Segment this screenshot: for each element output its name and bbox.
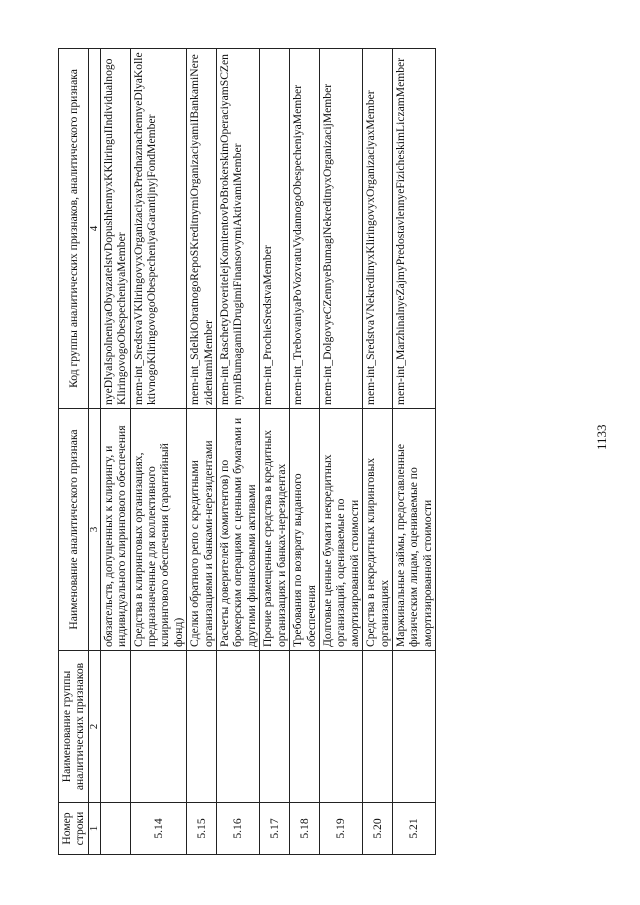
row-number: 5.17 bbox=[260, 803, 290, 855]
column-index: 4 bbox=[88, 49, 100, 409]
feature-code: mem-int_TrebovaniyaPoVozvratuVydannogoObespecheniyaMember bbox=[290, 49, 320, 409]
header-row bbox=[59, 49, 89, 855]
feature-name: Средства в клиринговых организациях, предназначенные для коллективного клирингового обеспечения (гарантийный фонд) bbox=[130, 409, 187, 651]
row-number bbox=[100, 803, 130, 855]
feature-name: Расчеты доверителей (комитентов) по брокерским операциям с ценными бумагами и другими финансовыми активами bbox=[217, 409, 260, 651]
group-name bbox=[260, 651, 290, 803]
feature-code: mem-int_SredstvaVNekreditnyxKliringovyxOrganizaciyaxMember bbox=[363, 49, 393, 409]
column-index: 1 bbox=[88, 803, 100, 855]
table-row bbox=[187, 49, 217, 855]
column-index: 2 bbox=[88, 651, 100, 803]
table-row bbox=[363, 49, 393, 855]
column-index: 3 bbox=[88, 409, 100, 651]
header-group-name: Наименование группы аналитических признаков bbox=[59, 651, 89, 803]
row-number: 5.21 bbox=[392, 803, 435, 855]
feature-name: обязательств, допущенных к клирингу, и индивидуального клирингового обеспечения bbox=[100, 409, 130, 651]
feature-name: Долговые ценные бумаги некредитных организаций, оцениваемые по амортизированной стоимости bbox=[319, 409, 362, 651]
column-index-row bbox=[88, 49, 100, 855]
header-row-number: Номер строки bbox=[59, 803, 89, 855]
page-number: 1133 bbox=[594, 424, 609, 450]
group-name bbox=[363, 651, 393, 803]
table-row bbox=[217, 49, 260, 855]
group-name bbox=[217, 651, 260, 803]
row-number: 5.19 bbox=[319, 803, 362, 855]
feature-code: mem-int_DolgovyeCZennyeBumagiNekreditnyxOrganizacijMember bbox=[319, 49, 362, 409]
feature-code: mem-int_SredstvaVKliringovyxOrganizaciyaxPrednaznachennyeDlyaKollektivnogoKliringovogoObespecheniyaGarantijnyjFondMember bbox=[130, 49, 187, 409]
group-name bbox=[392, 651, 435, 803]
header-code: Код группы аналитических признаков, аналитического признака bbox=[59, 49, 89, 409]
header-feature-name: Наименование аналитического признака bbox=[59, 409, 89, 651]
table-row bbox=[130, 49, 187, 855]
table-row bbox=[392, 49, 435, 855]
feature-code: nyeDlyaIspolneniyaObyazatelstvDopushhennyxKKliringuIIndividualnogoKliringovogoObespecheniyaMember bbox=[100, 49, 130, 409]
feature-name: Сделки обратного репо с кредитными организациями и банками-нерезидентами bbox=[187, 409, 217, 651]
feature-code: mem-int_SdelkiObratnogoRepoSKreditnymiOrganizaciyamiIBankamiNerezidentamiMember bbox=[187, 49, 217, 409]
feature-name: Средства в некредитных клиринговых организациях bbox=[363, 409, 393, 651]
row-number: 5.20 bbox=[363, 803, 393, 855]
feature-name: Требования по возврату выданного обеспечения bbox=[290, 409, 320, 651]
analytic-features-table bbox=[58, 48, 436, 855]
feature-code: mem-int_ProchieSredstvaMember bbox=[260, 49, 290, 409]
row-number: 5.16 bbox=[217, 803, 260, 855]
table-row bbox=[290, 49, 320, 855]
row-number: 5.18 bbox=[290, 803, 320, 855]
rotated-table-container bbox=[58, 49, 436, 855]
feature-code: mem-int_RaschetyDoveritelejKomitentovPoBrokerskimOperaciyamSCZennymiBumagamiIDrugimiFinansovymiAktivamiMember bbox=[217, 49, 260, 409]
group-name bbox=[100, 651, 130, 803]
group-name bbox=[130, 651, 187, 803]
group-name bbox=[290, 651, 320, 803]
table-row bbox=[100, 49, 130, 855]
table-row bbox=[260, 49, 290, 855]
row-number: 5.14 bbox=[130, 803, 187, 855]
feature-name: Маржинальные займы, предоставленные физическим лицам, оцениваемые по амортизированной стоимости bbox=[392, 409, 435, 651]
table-row bbox=[319, 49, 362, 855]
group-name bbox=[187, 651, 217, 803]
feature-name: Прочие размещенные средства в кредитных организациях и банках-нерезидентах bbox=[260, 409, 290, 651]
group-name bbox=[319, 651, 362, 803]
row-number: 5.15 bbox=[187, 803, 217, 855]
feature-code: mem-int_MarzhinalnyeZajmyPredostavlennyeFizicheskimLiczamMember bbox=[392, 49, 435, 409]
